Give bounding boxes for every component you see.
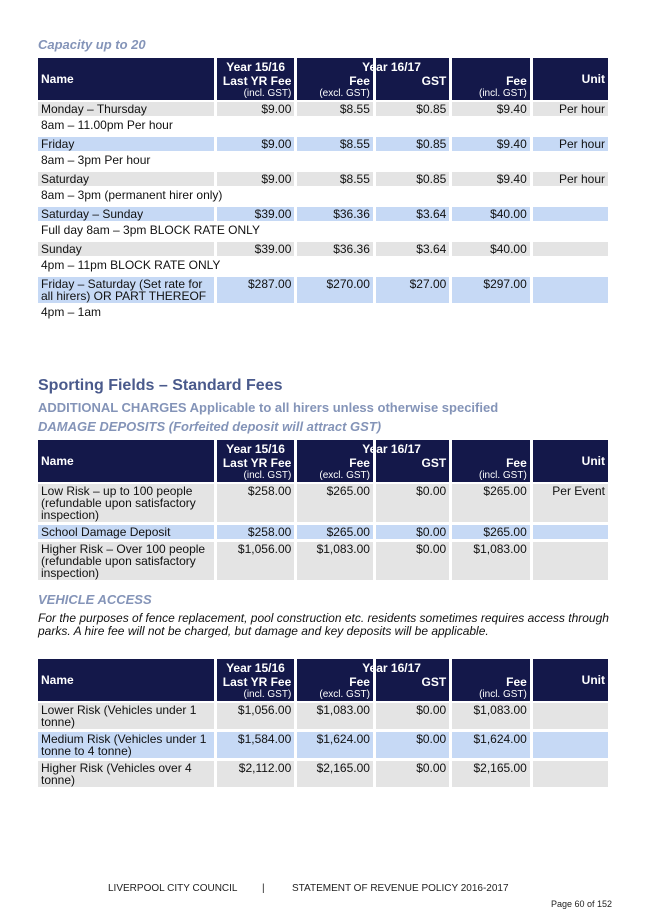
row-last-year-fee: $258.00 bbox=[217, 525, 295, 539]
header-name: Name bbox=[38, 440, 214, 482]
row-unit bbox=[533, 207, 608, 221]
row-unit bbox=[533, 732, 608, 758]
row-fee-excl: $1,624.00 bbox=[297, 732, 373, 758]
row-gst: $0.85 bbox=[376, 102, 449, 116]
row-unit bbox=[533, 542, 608, 580]
table-header-row bbox=[38, 58, 608, 100]
row-name: Saturday bbox=[38, 172, 214, 186]
row-name: Medium Risk (Vehicles under 1 tonne to 4 tonne) bbox=[38, 732, 214, 758]
row-time-note: 4pm – 11pm BLOCK RATE ONLY bbox=[38, 256, 608, 277]
row-last-year-fee: $2,112.00 bbox=[217, 761, 295, 787]
table-row bbox=[38, 102, 608, 116]
header-year-1617: Year 16/17 bbox=[362, 661, 421, 675]
table-row bbox=[38, 703, 608, 729]
table-subrow bbox=[38, 303, 608, 324]
row-unit bbox=[533, 277, 608, 303]
row-unit bbox=[533, 703, 608, 729]
row-time-note: 4pm – 1am bbox=[38, 303, 608, 324]
table-subrow bbox=[38, 221, 608, 242]
row-fee-incl: $2,165.00 bbox=[452, 761, 530, 787]
row-unit: Per Event bbox=[533, 484, 608, 522]
row-fee-excl: $1,083.00 bbox=[297, 703, 373, 729]
table-subrow bbox=[38, 151, 608, 172]
row-name: School Damage Deposit bbox=[38, 525, 214, 539]
row-name: Sunday bbox=[38, 242, 214, 256]
table-subrow bbox=[38, 116, 608, 137]
row-fee-excl: $36.36 bbox=[297, 207, 373, 221]
footer-separator: | bbox=[262, 883, 265, 894]
table-subrow bbox=[38, 186, 608, 207]
row-unit bbox=[533, 525, 608, 539]
fee-table-damage bbox=[35, 440, 611, 583]
row-name: Friday – Saturday (Set rate for all hirers) OR PART THEREOF bbox=[38, 277, 214, 303]
row-last-year-fee: $9.00 bbox=[217, 102, 294, 116]
footer-org: LIVERPOOL CITY COUNCIL bbox=[108, 883, 238, 894]
header-fee-excl: Fee (excl. GST) Year 16/17 bbox=[297, 659, 373, 701]
row-last-year-fee: $1,056.00 bbox=[217, 703, 295, 729]
row-fee-excl: $270.00 bbox=[297, 277, 373, 303]
row-last-year-fee: $258.00 bbox=[217, 484, 295, 522]
row-fee-incl: $9.40 bbox=[452, 102, 529, 116]
row-fee-incl: $40.00 bbox=[452, 207, 529, 221]
row-fee-excl: $8.55 bbox=[297, 102, 373, 116]
table-row bbox=[38, 207, 608, 221]
row-fee-incl: $297.00 bbox=[452, 277, 529, 303]
row-gst: $0.00 bbox=[376, 484, 449, 522]
row-time-note: Full day 8am – 3pm BLOCK RATE ONLY bbox=[38, 221, 608, 242]
header-name: Name bbox=[38, 659, 214, 701]
table-header-row bbox=[38, 659, 608, 701]
row-last-year-fee: $39.00 bbox=[217, 242, 294, 256]
row-last-year-fee: $9.00 bbox=[217, 137, 294, 151]
row-time-note: 8am – 11.00pm Per hour bbox=[38, 116, 608, 137]
header-gst: GST bbox=[376, 58, 449, 100]
row-unit: Per hour bbox=[533, 102, 608, 116]
row-fee-incl: $1,083.00 bbox=[452, 542, 530, 580]
header-fee-excl: Fee (excl. GST) Year 16/17 bbox=[297, 58, 373, 100]
header-last-year: Year 15/16 Last YR Fee (incl. GST) bbox=[217, 659, 295, 701]
damage-deposits-title: DAMAGE DEPOSITS (Forfeited deposit will attract GST) bbox=[38, 419, 382, 434]
table-row bbox=[38, 484, 608, 522]
row-time-note: 8am – 3pm (permanent hirer only) bbox=[38, 186, 608, 207]
row-fee-excl: $265.00 bbox=[297, 484, 373, 522]
table-row bbox=[38, 525, 608, 539]
header-year-1617: Year 16/17 bbox=[362, 60, 421, 74]
row-unit: Per hour bbox=[533, 137, 608, 151]
table-header-row bbox=[38, 440, 608, 482]
row-fee-incl: $40.00 bbox=[452, 242, 529, 256]
row-fee-excl: $36.36 bbox=[297, 242, 373, 256]
additional-charges-title: ADDITIONAL CHARGES Applicable to all hirers unless otherwise specified bbox=[38, 400, 499, 415]
header-name: Name bbox=[38, 58, 214, 100]
row-name: Friday bbox=[38, 137, 214, 151]
row-name: Low Risk – up to 100 people (refundable upon satisfactory inspection) bbox=[38, 484, 214, 522]
row-fee-incl: $9.40 bbox=[452, 137, 529, 151]
row-last-year-fee: $39.00 bbox=[217, 207, 294, 221]
header-fee-incl: Fee (incl. GST) bbox=[452, 659, 530, 701]
row-fee-excl: $8.55 bbox=[297, 137, 373, 151]
row-fee-excl: $2,165.00 bbox=[297, 761, 373, 787]
row-gst: $0.00 bbox=[376, 761, 449, 787]
row-gst: $0.85 bbox=[376, 172, 449, 186]
table-row bbox=[38, 542, 608, 580]
table-row bbox=[38, 172, 608, 186]
header-last-year: Year 15/16 Last YR Fee (incl. GST) bbox=[217, 440, 295, 482]
row-fee-incl: $265.00 bbox=[452, 484, 530, 522]
row-fee-excl: $1,083.00 bbox=[297, 542, 373, 580]
header-fee-excl: Fee (excl. GST) Year 16/17 bbox=[297, 440, 373, 482]
row-fee-incl: $1,083.00 bbox=[452, 703, 530, 729]
row-unit bbox=[533, 242, 608, 256]
table-subrow bbox=[38, 256, 608, 277]
row-fee-excl: $8.55 bbox=[297, 172, 373, 186]
row-fee-excl: $265.00 bbox=[297, 525, 373, 539]
table-row bbox=[38, 137, 608, 151]
row-fee-incl: $265.00 bbox=[452, 525, 530, 539]
table-row bbox=[38, 732, 608, 758]
header-unit: Unit bbox=[533, 659, 608, 701]
row-time-note: 8am – 3pm Per hour bbox=[38, 151, 608, 172]
row-name: Monday – Thursday bbox=[38, 102, 214, 116]
section-title-capacity: Capacity up to 20 bbox=[38, 37, 146, 52]
table-row bbox=[38, 242, 608, 256]
row-name: Higher Risk – Over 100 people (refundable upon satisfactory inspection) bbox=[38, 542, 214, 580]
section-title-vehicle: VEHICLE ACCESS bbox=[38, 592, 152, 607]
row-fee-incl: $9.40 bbox=[452, 172, 529, 186]
row-gst: $0.00 bbox=[376, 732, 449, 758]
row-gst: $0.00 bbox=[376, 525, 449, 539]
page-number: Page 60 of 152 bbox=[550, 899, 612, 909]
row-name: Lower Risk (Vehicles under 1 tonne) bbox=[38, 703, 214, 729]
row-gst: $3.64 bbox=[376, 242, 449, 256]
row-gst: $3.64 bbox=[376, 207, 449, 221]
table-row bbox=[38, 277, 608, 303]
row-name: Saturday – Sunday bbox=[38, 207, 214, 221]
header-last-year: Year 15/16 Last YR Fee (incl. GST) bbox=[217, 58, 294, 100]
header-unit: Unit bbox=[533, 58, 608, 100]
row-gst: $0.00 bbox=[376, 542, 449, 580]
row-last-year-fee: $287.00 bbox=[217, 277, 294, 303]
table-row bbox=[38, 761, 608, 787]
header-gst: GST bbox=[376, 659, 449, 701]
row-fee-incl: $1,624.00 bbox=[452, 732, 530, 758]
vehicle-access-note: For the purposes of fence replacement, pool construction etc. residents sometimes requires access through parks. A hire fee will not be charged, but damage and key deposits will be applicable. bbox=[38, 611, 609, 638]
fee-table-capacity bbox=[35, 58, 611, 324]
section-heading-sporting: Sporting Fields – Standard Fees bbox=[38, 377, 283, 394]
row-gst: $0.00 bbox=[376, 703, 449, 729]
footer-doc-title: STATEMENT OF REVENUE POLICY 2016-2017 bbox=[292, 883, 509, 894]
row-gst: $0.85 bbox=[376, 137, 449, 151]
row-unit: Per hour bbox=[533, 172, 608, 186]
row-last-year-fee: $1,584.00 bbox=[217, 732, 295, 758]
header-fee-incl: Fee (incl. GST) bbox=[452, 58, 529, 100]
header-year-1617: Year 16/17 bbox=[362, 442, 421, 456]
row-last-year-fee: $1,056.00 bbox=[217, 542, 295, 580]
header-fee-incl: Fee (incl. GST) bbox=[452, 440, 530, 482]
row-name: Higher Risk (Vehicles over 4 tonne) bbox=[38, 761, 214, 787]
fee-table-vehicle bbox=[35, 659, 611, 790]
row-unit bbox=[533, 761, 608, 787]
header-gst: GST bbox=[376, 440, 449, 482]
header-unit: Unit bbox=[533, 440, 608, 482]
row-last-year-fee: $9.00 bbox=[217, 172, 294, 186]
row-gst: $27.00 bbox=[376, 277, 449, 303]
